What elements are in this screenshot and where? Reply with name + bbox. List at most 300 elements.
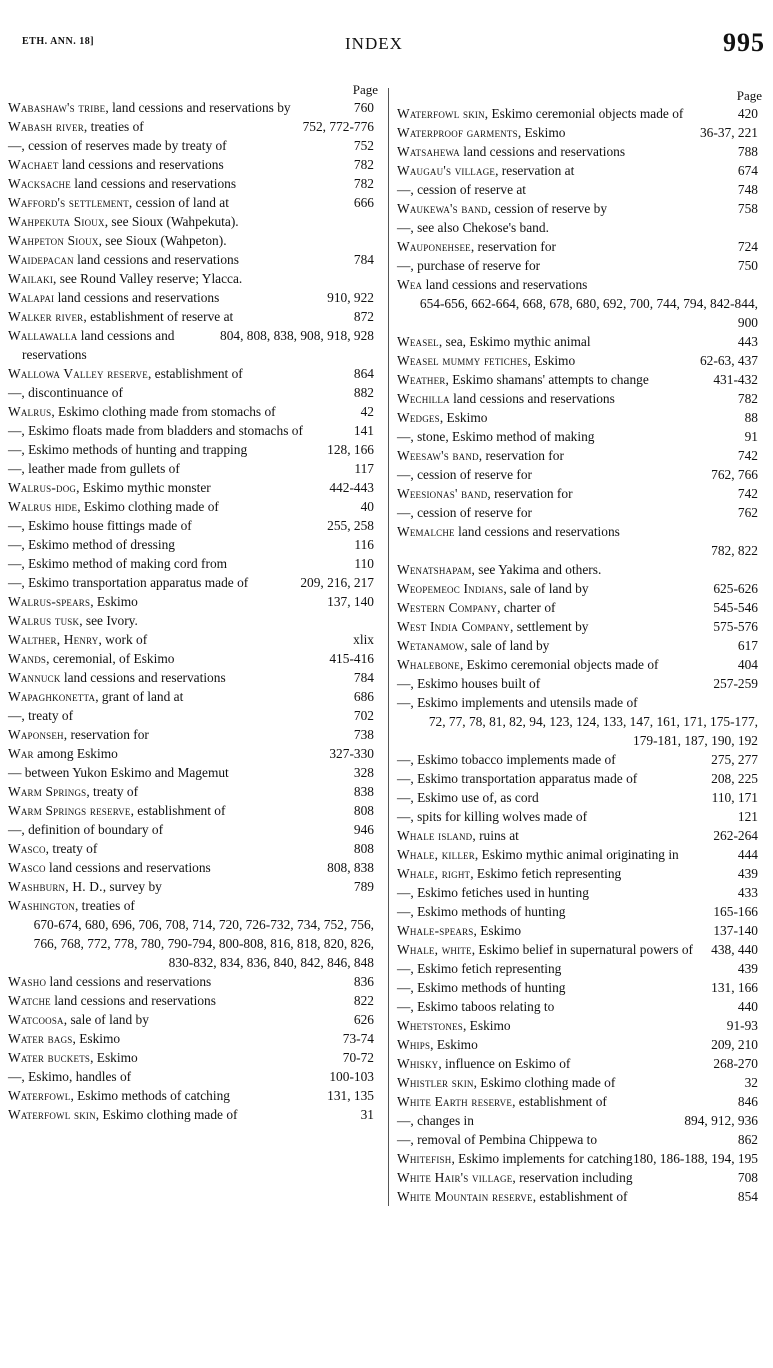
entry-heading: Walrus — [8, 404, 52, 419]
entry-text: , survey by — [102, 879, 162, 894]
entry-heading: Wannuck — [8, 670, 61, 685]
entry-heading: Weesionas' band — [397, 486, 488, 501]
entry-heading: Watcoosa — [8, 1012, 64, 1027]
entry-text: —, Eskimo method of making cord from — [8, 556, 228, 571]
entry-page-ref: 440 — [737, 999, 758, 1014]
entry-page-ref: 872 — [353, 309, 374, 324]
index-entry — [8, 535, 382, 554]
index-entry — [397, 921, 766, 940]
entry-page-ref: 626 — [353, 1012, 374, 1027]
index-entry — [8, 706, 382, 725]
index-entry — [8, 193, 382, 212]
entry-heading: Waugau's village — [397, 163, 496, 178]
entry-page-ref: 864 — [353, 366, 374, 381]
entry-text: , settlement by — [510, 619, 589, 634]
entry-text: —, Eskimo house fittings made of — [8, 518, 192, 533]
entry-page-ref: 275, 277 — [711, 752, 758, 767]
entry-heading: Whistler skin — [397, 1075, 474, 1090]
entry-text: , influence on Eskimo of — [438, 1056, 571, 1071]
entry-page-ref: 782 — [353, 157, 374, 172]
index-entry — [397, 104, 766, 123]
entry-text: , Eskimo — [90, 594, 138, 609]
entry-heading: Waterfowl skin — [397, 106, 485, 121]
entry-text: , see Round Valley reserve; Ylacca. — [53, 271, 243, 286]
index-entry — [397, 1035, 766, 1054]
entry-page-ref: 738 — [353, 727, 374, 742]
index-entry — [8, 1048, 382, 1067]
entry-text: , sea, Eskimo mythic animal — [438, 334, 591, 349]
index-entry — [8, 687, 382, 706]
index-entry — [8, 288, 382, 307]
entry-page-ref: 708 — [737, 1170, 758, 1185]
entry-heading: White Mountain reserve — [397, 1189, 533, 1204]
running-head-left: ETH. ANN. 18] — [22, 36, 95, 47]
entry-page-ref: 415-416 — [329, 651, 374, 666]
entry-heading: Wafford's settlement — [8, 195, 129, 210]
entry-text: , see Sioux (Wahpekuta). — [104, 214, 239, 229]
entry-text: —, changes in — [397, 1113, 474, 1128]
entry-heading: Whetstones — [397, 1018, 463, 1033]
entry-page-ref: xlix — [353, 632, 374, 647]
entry-page-ref: 784 — [353, 252, 374, 267]
index-entry — [397, 503, 766, 522]
index-entry — [8, 269, 382, 288]
index-entry — [8, 402, 382, 421]
index-entry — [8, 630, 382, 649]
entry-text: —, Eskimo methods of hunting — [397, 904, 566, 919]
entry-page-ref: 91 — [744, 429, 758, 444]
entry-page-ref: 32 — [744, 1075, 758, 1090]
entry-heading: Waterproof garments — [397, 125, 518, 140]
entry-text: , cession of land at — [128, 195, 229, 210]
entry-text: —, Eskimo tobacco implements made of — [397, 752, 616, 767]
entry-page-ref: 654-656, 662-664, 668, 678, 680, 692, 700, 744, 794, 842-844, 900 — [419, 296, 758, 330]
index-entry — [397, 408, 766, 427]
index-entry — [8, 136, 382, 155]
entry-page-ref: 420 — [737, 106, 758, 121]
entry-heading: Walrus hide — [8, 499, 78, 514]
entry-page-ref: 404 — [737, 657, 758, 672]
entry-heading: Wemalche — [397, 524, 455, 539]
entry-page-ref: 72, 77, 78, 81, 82, 94, 123, 124, 133, 147, 161, 171, 175-177, 179-181, 187, 190, 192 — [428, 714, 758, 748]
entry-heading: Warm Springs — [8, 784, 87, 799]
entry-page-ref: 788 — [737, 144, 758, 159]
entry-page-ref: 670-674, 680, 696, 706, 708, 714, 720, 726-732, 734, 752, 756, 766, 768, 772, 778, 780, 790-794, 800-808, 816, 818, 820, 826, 830-832, 834, 836, 840, 842, 846, 848 — [33, 917, 374, 970]
entry-text: , reservation at — [495, 163, 575, 178]
entry-heading: Warm Springs reserve — [8, 803, 131, 818]
entry-page-ref: 444 — [737, 847, 758, 862]
entry-heading: Whale, killer — [397, 847, 475, 862]
index-entry — [397, 674, 766, 693]
index-entry — [8, 478, 382, 497]
entry-page-ref: 255, 258 — [327, 518, 374, 533]
index-entry — [8, 1086, 382, 1105]
index-entry — [397, 256, 766, 275]
index-entry — [397, 864, 766, 883]
entry-text: , Eskimo ceremonial objects made of — [484, 106, 684, 121]
entry-text: —, Eskimo method of dressing — [8, 537, 175, 552]
entry-text: , work of — [98, 632, 148, 647]
entry-text: , sale of land by — [63, 1012, 149, 1027]
entry-heading: White Hair's village — [397, 1170, 513, 1185]
entry-text: , reservation for — [63, 727, 149, 742]
index-entry — [397, 1016, 766, 1035]
entry-text: land cessions and reservations — [45, 860, 211, 875]
index-entry — [8, 212, 382, 231]
entry-text: —, Eskimo transportation apparatus made of — [8, 575, 249, 590]
entry-text: —, definition of boundary of — [8, 822, 164, 837]
index-entry — [8, 364, 382, 383]
index-entry — [8, 858, 382, 877]
entry-heading: Walrus-dog — [8, 480, 77, 495]
entry-page-ref: 617 — [737, 638, 758, 653]
index-entry — [8, 117, 382, 136]
index-entry — [8, 440, 382, 459]
entry-text: , charter of — [497, 600, 556, 615]
index-entry — [397, 351, 766, 370]
entry-text: , Eskimo mythic monster — [76, 480, 211, 495]
entry-heading: West India Company — [397, 619, 511, 634]
entry-text: , reservation for — [478, 448, 564, 463]
entry-heading: Whisky — [397, 1056, 439, 1071]
index-entry — [397, 1149, 766, 1168]
entry-heading: Wachaet — [8, 157, 59, 172]
entry-text: , Eskimo clothing made of — [77, 499, 219, 514]
entry-text: —, removal of Pembina Chippewa to — [397, 1132, 598, 1147]
entry-page-ref: 702 — [353, 708, 374, 723]
entry-heading: Wacksache — [8, 176, 71, 191]
entry-page-ref: 137, 140 — [327, 594, 374, 609]
entry-text: , Eskimo clothing made of — [473, 1075, 616, 1090]
entry-heading: Wabash river — [8, 119, 84, 134]
index-entry — [397, 484, 766, 503]
index-entry — [8, 763, 382, 782]
entry-page-ref: 762 — [737, 505, 758, 520]
index-entry — [397, 902, 766, 921]
entry-page-ref: 742 — [737, 448, 758, 463]
entry-text: , Eskimo shamans' attempts to change — [445, 372, 649, 387]
index-entry — [397, 123, 766, 142]
entry-page-ref: 894, 912, 936 — [684, 1113, 758, 1128]
entry-text: , reservation including — [512, 1170, 633, 1185]
index-entry — [8, 744, 382, 763]
index-entry — [397, 978, 766, 997]
entry-heading: Wallawalla — [8, 328, 78, 343]
index-entry — [397, 465, 766, 484]
entry-text: , Eskimo clothing made of — [95, 1107, 238, 1122]
entry-heading: White Earth reserve — [397, 1094, 513, 1109]
index-entry — [397, 579, 766, 598]
index-entry — [8, 1010, 382, 1029]
index-entry — [397, 218, 766, 237]
entry-heading: War — [8, 746, 34, 761]
index-entry — [8, 459, 382, 478]
index-entry — [8, 383, 382, 402]
entry-heading: Washo — [8, 974, 47, 989]
entry-heading: Wands — [8, 651, 47, 666]
entry-heading: Weasel mummy fetiches — [397, 353, 528, 368]
entry-text: land cessions and reservations — [54, 290, 220, 305]
index-entry — [8, 516, 382, 535]
entry-page-ref: 752 — [353, 138, 374, 153]
index-entry — [397, 807, 766, 826]
entry-heading: Waponseh — [8, 727, 64, 742]
entry-page-ref: 70-72 — [342, 1050, 374, 1065]
entry-page-ref: 328 — [353, 765, 374, 780]
entry-heading: Water bags — [8, 1031, 73, 1046]
entry-text: , treaty of — [86, 784, 139, 799]
entry-page-ref: 838 — [353, 784, 374, 799]
entry-page-ref: 625-626 — [713, 581, 758, 596]
entry-text: land cessions and reservations — [454, 524, 620, 539]
entry-text: , land cessions and reservations by — [105, 100, 291, 115]
entry-text: , Eskimo methods of catching — [70, 1088, 230, 1103]
entry-text: , treaties of — [83, 119, 144, 134]
entry-text: , Eskimo — [72, 1031, 121, 1046]
index-entry — [8, 573, 382, 592]
entry-heading: Walapai — [8, 290, 55, 305]
entry-heading: Wasco — [8, 841, 46, 856]
entry-page-ref: 782, 822 — [711, 543, 758, 558]
entry-heading: Waukewa's band — [397, 201, 488, 216]
index-entry — [397, 142, 766, 161]
entry-text: —, Eskimo transportation apparatus made of — [397, 771, 638, 786]
entry-heading: Wetanamow — [397, 638, 465, 653]
index-entry — [8, 1029, 382, 1048]
entry-page-ref: 836 — [353, 974, 374, 989]
entry-page-ref: 545-546 — [713, 600, 758, 615]
entry-text: —, cession of reserve for — [397, 467, 532, 482]
entry-text: land cessions and reservations — [50, 993, 216, 1008]
entry-heading: Waidepacan — [8, 252, 74, 267]
entry-page-ref: 575-576 — [713, 619, 758, 634]
index-entry — [8, 421, 382, 440]
entry-heading: Wahpeton Sioux — [8, 233, 99, 248]
entry-page-ref: 760 — [353, 100, 374, 115]
entry-page-ref: 750 — [737, 258, 758, 273]
index-entry — [397, 769, 766, 788]
entry-page-ref: 439 — [737, 961, 758, 976]
entry-heading: Walrus tusk — [8, 613, 80, 628]
index-entry — [8, 649, 382, 668]
entry-text: —, Eskimo methods of hunting and trapping — [8, 442, 248, 457]
index-entry — [397, 275, 766, 332]
index-entry — [8, 611, 382, 630]
index-entry — [397, 237, 766, 256]
index-entry — [8, 174, 382, 193]
entry-text: —, purchase of reserve for — [397, 258, 541, 273]
index-entry — [397, 1054, 766, 1073]
entry-heading: Wechilla — [397, 391, 450, 406]
entry-text: , grant of land at — [95, 689, 184, 704]
entry-page-ref: 128, 166 — [327, 442, 374, 457]
index-entry — [397, 997, 766, 1016]
entry-text: —, cession of reserve for — [397, 505, 532, 520]
entry-text: —, Eskimo implements and utensils made of — [397, 695, 638, 710]
entry-text: land cessions and reservations — [60, 670, 226, 685]
index-entry — [8, 231, 382, 250]
entry-text: , establishment of reserve at — [83, 309, 234, 324]
entry-page-ref: 31 — [360, 1107, 374, 1122]
entry-text: , cession of reserve by — [487, 201, 608, 216]
entry-page-ref: 62-63, 437 — [699, 353, 758, 368]
entry-text: land cessions and reservations — [449, 391, 615, 406]
entry-text: , Eskimo — [430, 1037, 478, 1052]
entry-text: , Eskimo clothing made from stomachs of — [51, 404, 276, 419]
index-entry — [397, 446, 766, 465]
entry-page-ref: 789 — [353, 879, 374, 894]
entry-page-ref: 752, 772-776 — [302, 119, 374, 134]
entry-page-ref: 327-330 — [329, 746, 374, 761]
entry-heading: Walker river — [8, 309, 84, 324]
entry-page-ref: 724 — [737, 239, 758, 254]
entry-text: —, see also Chekose's band. — [397, 220, 549, 235]
index-entry — [397, 617, 766, 636]
index-entry — [8, 991, 382, 1010]
entry-page-ref: 758 — [737, 201, 758, 216]
index-entry — [397, 693, 766, 750]
index-entry — [8, 250, 382, 269]
index-entry — [397, 332, 766, 351]
entry-text: , reservation for — [470, 239, 556, 254]
entry-text: —, Eskimo fetich representing — [397, 961, 562, 976]
entry-page-ref: 40 — [360, 499, 374, 514]
entry-page-ref: 257-259 — [713, 676, 758, 691]
entry-heading: Whips — [397, 1037, 431, 1052]
entry-page-ref: 862 — [737, 1132, 758, 1147]
entry-text: —, treaty of — [8, 708, 74, 723]
index-entry — [397, 1073, 766, 1092]
entry-text: —, Eskimo taboos relating to — [397, 999, 555, 1014]
index-entry — [8, 725, 382, 744]
entry-heading: Wahpekuta Sioux — [8, 214, 105, 229]
page-column-label: Page — [352, 82, 378, 97]
entry-page-ref: 100-103 — [329, 1069, 374, 1084]
index-entry — [397, 1168, 766, 1187]
entry-page-ref: 822 — [353, 993, 374, 1008]
entry-page-ref: 116 — [354, 537, 374, 552]
index-entry — [8, 896, 382, 972]
entry-heading: Weasel — [397, 334, 439, 349]
index-entry — [397, 636, 766, 655]
entry-text: —, spits for killing wolves made of — [397, 809, 588, 824]
entry-page-ref: 439 — [737, 866, 758, 881]
entry-text: , see Sioux (Wahpeton). — [98, 233, 227, 248]
page-header — [0, 30, 773, 70]
entry-page-ref: 882 — [353, 385, 374, 400]
entry-page-ref: 209, 210 — [711, 1037, 758, 1052]
index-entry — [397, 1187, 766, 1206]
index-entry — [8, 820, 382, 839]
index-entry — [397, 560, 766, 579]
index-entry — [8, 592, 382, 611]
index-entry — [8, 801, 382, 820]
index-entry — [397, 1092, 766, 1111]
index-entry — [8, 877, 382, 896]
index-entry — [397, 370, 766, 389]
entry-heading: Whale, white — [397, 942, 472, 957]
index-entry — [397, 826, 766, 845]
entry-text: , Eskimo fetich representing — [470, 866, 622, 881]
entry-page-ref: 209, 216, 217 — [300, 575, 374, 590]
index-entry — [397, 1130, 766, 1149]
entry-text: , Eskimo — [439, 410, 488, 425]
index-entry — [8, 98, 382, 117]
entry-page-ref: 42 — [360, 404, 374, 419]
entry-heading: Waterfowl skin — [8, 1107, 96, 1122]
entry-text: —, Eskimo floats made from bladders and stomachs of — [8, 423, 303, 438]
entry-page-ref: 73-74 — [342, 1031, 374, 1046]
entry-text: —, leather made from gullets of — [8, 461, 180, 476]
entry-page-ref: 180, 186-188, 194, 195 — [633, 1151, 758, 1166]
entry-text: , reservation for — [487, 486, 573, 501]
index-entry — [397, 959, 766, 978]
entry-text: —, cession of reserve at — [397, 182, 527, 197]
entry-text: , Eskimo mythic animal originating in — [474, 847, 679, 862]
entry-heading: Washington — [8, 898, 75, 913]
entry-heading: Weather — [397, 372, 446, 387]
entry-page-ref: 268-270 — [713, 1056, 758, 1071]
index-entry — [397, 522, 766, 560]
entry-text: , Eskimo — [90, 1050, 138, 1065]
entry-text: , establishment of — [532, 1189, 628, 1204]
entry-heading: Wenatshapam — [397, 562, 472, 577]
entry-page-ref: 131, 135 — [327, 1088, 374, 1103]
index-entry — [397, 788, 766, 807]
entry-text: —, Eskimo use of, as cord — [397, 790, 539, 805]
entry-page-ref: 854 — [737, 1189, 758, 1204]
entry-text: , ceremonial, of Eskimo — [46, 651, 175, 666]
entry-page-ref: 946 — [353, 822, 374, 837]
entry-text: , sale of land by — [464, 638, 550, 653]
index-entry — [397, 1111, 766, 1130]
entry-heading: Water buckets — [8, 1050, 91, 1065]
entry-heading: Wapaghkonetta — [8, 689, 96, 704]
entry-text: —, discontinuance of — [8, 385, 123, 400]
page-title: INDEX — [345, 34, 403, 53]
entry-text: , treaty of — [45, 841, 98, 856]
entry-page-ref: 762, 766 — [711, 467, 758, 482]
entry-heading: Wasco — [8, 860, 46, 875]
index-entry — [397, 655, 766, 674]
entry-heading: Walther, Henry — [8, 632, 99, 647]
index-entry — [8, 497, 382, 516]
entry-text: , ruins at — [472, 828, 519, 843]
index-entry — [397, 389, 766, 408]
entry-text: among Eskimo — [33, 746, 118, 761]
entry-page-ref: 433 — [737, 885, 758, 900]
index-entry — [8, 1067, 382, 1086]
index-entry — [8, 972, 382, 991]
index-entry — [397, 940, 766, 959]
index-entry — [397, 750, 766, 769]
entry-text: , establishment of — [512, 1094, 607, 1109]
index-entry — [397, 180, 766, 199]
entry-text: land cessions and reservations — [22, 328, 175, 362]
entry-page-ref: 438, 440 — [711, 942, 758, 957]
entry-page-ref: 131, 166 — [711, 980, 758, 995]
entry-page-ref: 88 — [744, 410, 758, 425]
index-entry — [8, 839, 382, 858]
entry-page-ref: 36-37, 221 — [699, 125, 758, 140]
entry-heading: Weesaw's band — [397, 448, 479, 463]
entry-text: , Eskimo belief in supernatural powers of — [471, 942, 693, 957]
entry-page-ref: 674 — [737, 163, 758, 178]
entry-page-ref: 782 — [737, 391, 758, 406]
entry-text: , establishment of — [130, 803, 226, 818]
entry-page-ref: 208, 225 — [711, 771, 758, 786]
entry-page-ref: 784 — [353, 670, 374, 685]
